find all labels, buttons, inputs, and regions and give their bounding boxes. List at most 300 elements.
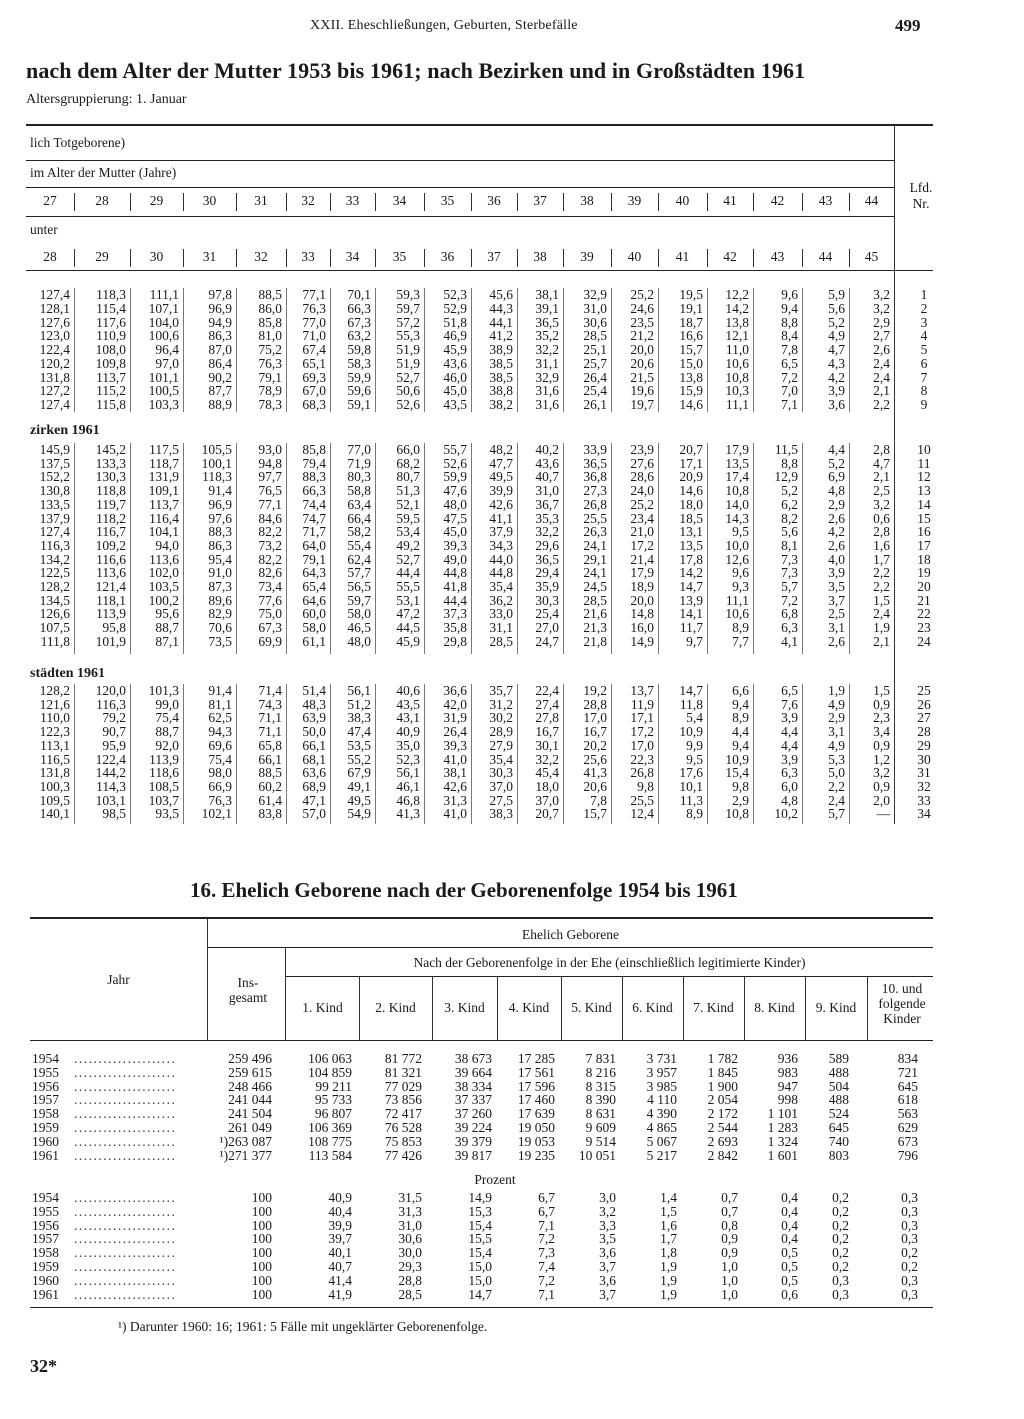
data-cell: 88,3 [208, 524, 232, 540]
data-cell: 3,6 [599, 1245, 616, 1261]
column-divider [286, 193, 287, 211]
lfd-number: 10 [917, 442, 931, 457]
data-cell: 29,4 [535, 565, 559, 581]
data-cell: 1,9 [828, 683, 845, 698]
data-cell: 40,9 [328, 1190, 352, 1205]
data-cell: 7,3 [781, 551, 798, 567]
data-cell: 66,1 [302, 737, 326, 753]
data-cell: 1 900 [707, 1078, 738, 1094]
data-cell: 100,1 [201, 455, 232, 471]
data-cell: 17,0 [583, 710, 607, 726]
lfd-number: 13 [917, 483, 931, 499]
data-cell: 56,1 [396, 765, 420, 781]
data-cell: 16,7 [535, 724, 559, 740]
data-cell: 4,1 [781, 633, 798, 649]
data-cell: 12,4 [630, 806, 654, 822]
data-cell: 18,0 [679, 496, 703, 512]
data-cell: 39 379 [454, 1133, 492, 1149]
data-cell: 99 211 [315, 1078, 352, 1094]
data-cell: 131,8 [39, 369, 70, 385]
data-cell: 0,3 [901, 1217, 918, 1233]
data-cell: 0,2 [901, 1259, 918, 1274]
data-cell: 10,2 [774, 806, 798, 822]
data-cell: 95,4 [208, 551, 232, 567]
data-cell: 118,6 [149, 765, 179, 781]
column-divider [130, 193, 131, 211]
data-cell: 7,8 [590, 792, 607, 808]
data-cell: 133,5 [39, 496, 70, 512]
lfd-number: 33 [917, 792, 931, 808]
data-cell: 24,7 [535, 633, 559, 649]
data-cell: 80,3 [347, 469, 371, 485]
data-cell: 131,8 [39, 765, 70, 781]
leader-dots: ..................... [74, 1272, 177, 1288]
data-cell: 127,4 [39, 524, 70, 540]
data-cell: 6,7 [538, 1203, 555, 1219]
table-row [0, 443, 1024, 457]
data-cell: 10,6 [725, 606, 749, 622]
data-cell: 589 [828, 1051, 849, 1066]
data-cell: 13,1 [679, 524, 703, 540]
data-cell: 46,8 [396, 792, 420, 808]
data-cell: 8,9 [686, 806, 703, 822]
data-cell: 28,5 [583, 592, 607, 608]
data-cell: 39,7 [328, 1231, 352, 1247]
table-row [0, 1066, 1024, 1080]
data-cell: 983 [777, 1064, 798, 1080]
table-row [0, 1191, 1024, 1205]
data-cell: 68,3 [302, 397, 326, 412]
data-cell: 59,6 [347, 383, 371, 399]
data-cell: 18,7 [679, 314, 703, 330]
column-divider [330, 193, 331, 211]
data-cell: 69,3 [302, 369, 326, 385]
data-cell: 59,7 [396, 300, 420, 316]
data-cell: 76,3 [208, 792, 232, 808]
data-cell: 49,5 [347, 792, 371, 808]
data-cell: 17,2 [630, 537, 654, 553]
data-cell: 78,3 [258, 397, 282, 412]
data-cell: 52,7 [396, 551, 420, 567]
data-cell: 12,2 [725, 287, 749, 302]
data-cell: 10,0 [725, 537, 749, 553]
data-cell: 144,2 [95, 765, 126, 781]
data-cell: 75,2 [258, 342, 282, 357]
data-cell: 9,5 [732, 524, 749, 540]
data-cell: 81 772 [384, 1051, 422, 1066]
data-cell: 8,8 [781, 314, 798, 330]
data-cell: 22,3 [630, 751, 654, 767]
data-cell: 14,9 [630, 633, 654, 649]
data-cell: 5,2 [828, 314, 845, 330]
data-cell: 2,9 [828, 496, 845, 512]
data-cell: 1,9 [873, 620, 890, 636]
data-cell: 1 101 [767, 1106, 798, 1122]
data-cell: 102,0 [148, 565, 179, 581]
column-divider [611, 249, 612, 267]
table-row [0, 1149, 1024, 1163]
year-label: 1961 [32, 1286, 59, 1302]
data-cell: 36,5 [535, 551, 559, 567]
data-cell: 0,6 [873, 510, 890, 526]
data-cell: 100 [251, 1203, 272, 1219]
data-cell: 7,2 [538, 1231, 555, 1247]
table-row [0, 1274, 1024, 1288]
data-cell: 62,5 [208, 710, 232, 726]
prozent-label: Prozent [474, 1172, 516, 1187]
table2-divider [285, 948, 286, 1040]
data-cell: 6,8 [781, 606, 798, 622]
data-cell: 7,2 [781, 592, 798, 608]
data-cell: 13,7 [630, 683, 654, 698]
table-row [0, 1121, 1024, 1135]
age-from-header: 38 [580, 193, 594, 208]
data-cell: 5,0 [828, 765, 845, 781]
column-divider [802, 249, 803, 267]
data-cell: 20,9 [679, 469, 703, 485]
data-cell: 4,4 [828, 442, 845, 457]
data-cell: 49,5 [489, 469, 513, 485]
table-row [0, 288, 1024, 302]
data-cell: 2,8 [873, 442, 890, 457]
data-cell: 1 845 [707, 1064, 738, 1080]
data-cell: 71,9 [347, 455, 371, 471]
data-cell: 123,0 [39, 328, 70, 344]
data-cell: 48,3 [302, 696, 326, 712]
age-to-header: 41 [675, 249, 690, 264]
data-cell: 1,8 [660, 1245, 677, 1261]
data-cell: 0,2 [901, 1245, 918, 1261]
data-cell: 3,9 [828, 565, 845, 581]
data-cell: 6,6 [732, 683, 749, 698]
data-cell: 38 334 [454, 1078, 492, 1094]
table-row [0, 302, 1024, 316]
data-cell: 17,4 [725, 469, 749, 485]
table-row [0, 1205, 1024, 1219]
col-order-9: 9. Kind [815, 1000, 857, 1015]
data-cell: 39 664 [454, 1064, 492, 1080]
data-cell: 99,0 [155, 696, 179, 712]
table-row [0, 739, 1024, 753]
data-cell: 28,8 [398, 1272, 422, 1288]
data-cell: 0,2 [832, 1231, 849, 1247]
age-from-header: 33 [345, 193, 360, 208]
age-to-header: 31 [202, 249, 217, 264]
data-cell: 7,2 [538, 1272, 555, 1288]
data-cell: 8,1 [781, 537, 798, 553]
data-cell: 11,0 [725, 342, 749, 357]
data-cell: 25,4 [583, 383, 607, 399]
data-cell: 82,9 [208, 606, 232, 622]
data-cell: 108 775 [308, 1133, 352, 1149]
data-cell: 66,0 [396, 442, 420, 457]
lfd-number: 15 [917, 510, 931, 526]
data-cell: 39 224 [454, 1120, 492, 1135]
lfd-number: 21 [917, 592, 931, 608]
data-cell: 25,2 [630, 287, 654, 302]
data-cell: 17,9 [630, 565, 654, 581]
data-cell: 58,0 [302, 620, 326, 636]
data-cell: 5,2 [828, 455, 845, 471]
data-cell: 59,9 [347, 369, 371, 385]
data-cell: 11,7 [679, 620, 703, 636]
data-cell: 115,8 [96, 397, 126, 412]
data-cell: 91,4 [208, 483, 232, 499]
lfd-number: 16 [917, 524, 931, 540]
data-cell: 2,6 [828, 510, 845, 526]
data-cell: 21,5 [630, 369, 654, 385]
data-cell: 105,5 [201, 442, 232, 457]
data-cell: 47,4 [347, 724, 371, 740]
data-cell: 6,3 [781, 620, 798, 636]
data-cell: 1 601 [767, 1147, 798, 1163]
data-cell: 52,1 [396, 496, 420, 512]
data-cell: 12,9 [774, 469, 798, 485]
data-cell: 41,1 [489, 510, 513, 526]
data-cell: 73,4 [258, 579, 282, 594]
data-cell: 88,7 [155, 620, 179, 636]
data-cell: 95,6 [155, 606, 179, 622]
column-divider [658, 249, 659, 267]
data-cell: 261 049 [228, 1120, 272, 1135]
data-cell: 37 260 [454, 1106, 492, 1122]
data-cell: 36,8 [583, 469, 607, 485]
data-cell: 43,5 [396, 696, 420, 712]
data-cell: 721 [897, 1064, 918, 1080]
data-cell: 118,3 [202, 469, 232, 485]
data-cell: 25,6 [583, 751, 607, 767]
data-cell: 122,5 [39, 565, 70, 581]
leader-dots: ..................... [74, 1147, 177, 1163]
data-cell: 5,7 [828, 806, 845, 822]
data-cell: 17,9 [725, 442, 749, 457]
age-to-header: 35 [392, 249, 407, 264]
data-cell: 2,6 [828, 633, 845, 649]
data-cell: 35,4 [489, 579, 513, 594]
data-cell: 41,4 [328, 1272, 352, 1288]
data-cell: 24,5 [583, 579, 607, 594]
data-cell: 15,0 [468, 1259, 492, 1274]
data-cell: 9,6 [732, 565, 749, 581]
data-cell: 0,3 [901, 1203, 918, 1219]
data-cell: 82,2 [258, 524, 282, 540]
data-cell: 41,0 [443, 751, 467, 767]
data-cell: 645 [897, 1078, 918, 1094]
data-cell: 95,9 [102, 737, 126, 753]
subgroup-geborenenfolge: Nach der Geborenenfolge in der Ehe (einschließlich legitimierte Kinder) [413, 955, 806, 970]
age-to-header: 30 [149, 249, 164, 264]
column-divider [517, 193, 518, 211]
data-cell: 46,1 [396, 778, 420, 794]
data-cell: 11,5 [774, 442, 798, 457]
age-from-header: 40 [675, 193, 690, 208]
data-cell: 63,6 [302, 765, 326, 781]
data-cell: 118,2 [96, 510, 126, 526]
table-row [0, 498, 1024, 512]
data-cell: 29,6 [535, 537, 559, 553]
data-cell: 127,6 [39, 314, 70, 330]
data-cell: 10,8 [725, 369, 749, 385]
column-divider [497, 977, 498, 1040]
data-cell: 113,1 [40, 737, 70, 753]
data-cell: 38,9 [489, 342, 513, 357]
age-to-header: 29 [95, 249, 109, 264]
data-cell: 3 985 [646, 1078, 677, 1094]
data-cell: 94,0 [155, 537, 179, 553]
data-cell: 1,4 [660, 1190, 677, 1205]
data-cell: 20,6 [630, 355, 654, 371]
lfd-number: 22 [917, 606, 931, 622]
data-cell: 73,2 [258, 537, 282, 553]
data-cell: 2,2 [873, 579, 890, 594]
data-cell: 51,9 [396, 342, 420, 357]
data-cell: 11,8 [679, 696, 703, 712]
table1-top-rule [26, 124, 933, 126]
data-cell: 5,9 [828, 287, 845, 302]
data-cell: 57,0 [302, 806, 326, 822]
data-cell: 20,0 [630, 592, 654, 608]
data-cell: 47,7 [489, 455, 513, 471]
data-cell: 21,2 [630, 328, 654, 344]
table-row [0, 398, 1024, 412]
data-cell: 5,7 [781, 579, 798, 594]
data-cell: 43,6 [443, 355, 467, 371]
data-cell: 100 [251, 1190, 272, 1205]
data-cell: 11,3 [679, 792, 703, 808]
data-cell: 100,6 [148, 328, 179, 344]
data-cell: 4,9 [828, 737, 845, 753]
data-cell: 100 [251, 1245, 272, 1261]
data-cell: 16,7 [583, 724, 607, 740]
data-cell: 14,7 [468, 1286, 492, 1302]
data-cell: 5,4 [686, 710, 703, 726]
data-cell: 26,4 [443, 724, 467, 740]
data-cell: 77,0 [347, 442, 371, 457]
lfd-number: 4 [920, 328, 928, 344]
column-divider [563, 193, 564, 211]
data-cell: 4,3 [828, 355, 845, 371]
data-cell: 21,8 [583, 633, 607, 649]
data-cell: 94,9 [208, 314, 232, 330]
data-cell: 130,8 [39, 483, 70, 499]
section-bezirke: zirken 1961 [30, 423, 100, 438]
data-cell: 89,6 [208, 592, 232, 608]
data-cell: 25,4 [535, 606, 559, 622]
data-cell: 19 050 [517, 1120, 555, 1135]
data-cell: 3,9 [828, 383, 845, 399]
lfd-number: 3 [920, 314, 928, 330]
data-cell: 8 216 [585, 1064, 616, 1080]
data-cell: 25,5 [583, 510, 607, 526]
data-cell: 14,7 [679, 683, 703, 698]
data-cell: 3,4 [873, 724, 890, 740]
data-cell: 68,1 [302, 751, 326, 767]
data-cell: 18,0 [535, 778, 559, 794]
data-cell: 117,6 [96, 314, 126, 330]
data-cell: 504 [828, 1078, 849, 1094]
data-cell: 66,3 [302, 483, 326, 499]
data-cell: 28,5 [583, 328, 607, 344]
data-cell: 8,2 [781, 510, 798, 526]
data-cell: 0,9 [873, 737, 890, 753]
data-cell: 20,2 [583, 737, 607, 753]
data-cell: 104 859 [308, 1064, 352, 1080]
col-order-2: 2. Kind [375, 1000, 416, 1015]
data-cell: 37,9 [489, 524, 513, 540]
data-cell: 2,9 [828, 710, 845, 726]
data-cell: 0,9 [721, 1231, 738, 1247]
column-divider [802, 193, 803, 211]
leader-dots: ..................... [74, 1286, 177, 1302]
data-cell: 10 051 [578, 1147, 616, 1163]
data-cell: 51,9 [396, 355, 420, 371]
table1-rule [26, 160, 894, 161]
data-cell: 38,8 [489, 383, 513, 399]
data-cell: 52,3 [443, 287, 467, 302]
data-cell: 2,0 [873, 792, 890, 808]
data-cell: 30,0 [398, 1245, 422, 1261]
lfd-number: 2 [920, 300, 928, 316]
col-insgesamt: Ins- gesamt [228, 975, 268, 1005]
lfd-number: 26 [917, 696, 931, 712]
data-cell: 20,7 [535, 806, 559, 822]
data-cell: 57,7 [347, 565, 371, 581]
column-divider [183, 249, 184, 267]
leader-dots: ..................... [74, 1106, 177, 1122]
data-cell: 41,8 [443, 579, 467, 594]
data-cell: 21,0 [630, 524, 654, 540]
lfd-number: 27 [917, 710, 931, 726]
column-divider [471, 193, 472, 211]
data-cell: 1,0 [721, 1286, 738, 1302]
data-cell: 106 369 [308, 1120, 352, 1135]
data-cell: 47,2 [396, 606, 420, 622]
data-cell: 3,9 [781, 710, 798, 726]
data-cell: 9,5 [686, 751, 703, 767]
data-cell: 11,1 [725, 592, 749, 608]
data-cell: 95 733 [314, 1092, 352, 1108]
data-cell: 13,5 [725, 455, 749, 471]
data-cell: 53,1 [396, 592, 420, 608]
data-cell: 134,2 [39, 551, 70, 567]
data-cell: 0,3 [901, 1272, 918, 1288]
data-cell: 9 609 [585, 1120, 616, 1135]
data-cell: 7,1 [781, 397, 798, 412]
data-cell: 36,6 [443, 683, 467, 698]
data-cell: 10,8 [725, 806, 749, 822]
data-cell: 88,3 [302, 469, 326, 485]
data-cell: 947 [777, 1078, 798, 1094]
data-cell: 77 426 [384, 1147, 422, 1163]
data-cell: 113 584 [308, 1147, 352, 1163]
data-cell: 58,3 [347, 355, 371, 371]
data-cell: 83,8 [258, 806, 282, 822]
data-cell: 8,9 [732, 710, 749, 726]
column-divider [849, 249, 850, 267]
data-cell: 3,7 [828, 592, 845, 608]
data-cell: 17,2 [630, 724, 654, 740]
data-cell: 998 [777, 1092, 798, 1108]
leader-dots: ..................... [74, 1120, 177, 1135]
data-cell: 33,0 [489, 606, 513, 622]
column-divider [561, 977, 562, 1040]
data-cell: 15,3 [468, 1203, 492, 1219]
data-cell: 100,5 [148, 383, 179, 399]
year-label: 1957 [32, 1092, 59, 1108]
leader-dots: ..................... [74, 1051, 177, 1066]
lfd-number: 34 [917, 806, 931, 822]
data-cell: 128,1 [39, 300, 70, 316]
